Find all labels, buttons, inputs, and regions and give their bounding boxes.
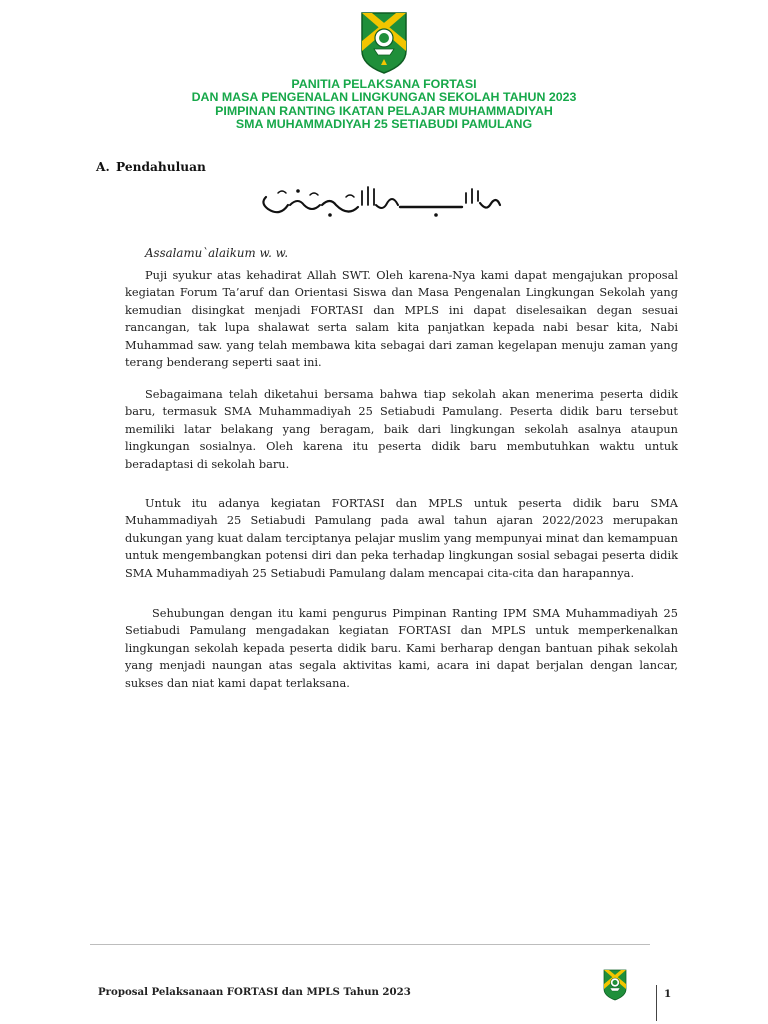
header-line-3: PIMPINAN RANTING IKATAN PELAJAR MUHAMMADIYAH bbox=[215, 103, 553, 118]
section-number: A. bbox=[96, 160, 110, 174]
ipm-emblem-icon bbox=[360, 11, 408, 75]
paragraph-text: Sehubungan dengan itu kami pengurus Pimpinan Ranting IPM SMA Muhammadiyah 25 Setiabudi Pamulang mengadakan kegiatan FORTASI dan MPLS untuk memperkenalkan lingkungan sekolah kepada peserta didik baru. Kami berharap dengan bantuan pihak sekolah yang menjadi naungan atas segala aktivitas kami, acara ini dapat berjalan dengan lancar, sukses dan niat kami dapat terlaksana. bbox=[125, 606, 678, 690]
paragraph-text: Sebagaimana telah diketahui bersama bahwa tiap sekolah akan menerima peserta didik baru, termasuk SMA Muhammadiyah 25 Setiabudi Pamulang. Peserta didik baru tersebut memiliki latar belakang yang beragam, baik dari lingkungan sekolah asalnya ataupun lingkungan sosialnya. Oleh karena itu peserta didik baru membutuhkan waktu untuk beradaptasi di sekolah baru. bbox=[125, 387, 678, 471]
footer-title: Proposal Pelaksanaan FORTASI dan MPLS Tahun 2023 bbox=[98, 986, 411, 998]
section-heading bbox=[96, 160, 206, 174]
footer-divider bbox=[90, 944, 650, 945]
header-line-4: SMA MUHAMMADIYAH 25 SETIABUDI PAMULANG bbox=[235, 117, 533, 132]
footer-logo bbox=[603, 967, 627, 1003]
paragraph-text: Untuk itu adanya kegiatan FORTASI dan MPLS untuk peserta didik baru SMA Muhammadiyah 25 Setiabudi Pamulang pada awal tahun ajaran 2022/2023 merupakan dukungan yang kuat dalam terciptanya pelajar muslim yang mempunyai minat dan kemampuan untuk mengembangkan potensi diri dan peka terhadap lingkungan sosial sebagai peserta didik SMA Muhammadiyah 25 Setiabudi Pamulang dalam mencapai cita-cita dan harapannya. bbox=[125, 496, 678, 580]
paragraph-text: Puji syukur atas kehadirat Allah SWT. Oleh karena-Nya kami dapat mengajukan proposal kegiatan Forum Ta’aruf dan Orientasi Siswa dan Masa Pengenalan Lingkungan Sekolah yang kemudian disingkat menjadi FORTASI dan MPLS ini dapat diselesaikan degan sesuai rancangan, tak lupa shalawat serta salam kita panjatkan kepada nabi besar kita, Nabi Muhammad saw. yang telah membawa kita sebagai dari zaman kegelapan menuju zaman yang terang benderang seperti saat ini. bbox=[125, 268, 678, 370]
section-title: Pendahuluan bbox=[116, 160, 206, 174]
paragraph-1 bbox=[125, 267, 678, 371]
ipm-emblem-icon bbox=[603, 967, 627, 1003]
ipm-logo bbox=[360, 11, 408, 75]
paragraph-4 bbox=[125, 605, 678, 692]
document-header bbox=[0, 78, 768, 132]
header-line-2: DAN MASA PENGENALAN LINGKUNGAN SEKOLAH TAHUN 2023 bbox=[191, 90, 577, 105]
footer-separator bbox=[656, 985, 657, 1021]
greeting: Assalamu`alaikum w. w. bbox=[145, 246, 289, 260]
paragraph-3 bbox=[125, 495, 678, 582]
header-line-1: PANITIA PELAKSANA FORTASI bbox=[291, 77, 477, 91]
page-number: 1 bbox=[664, 988, 672, 1000]
bismillah-calligraphy-icon bbox=[250, 183, 506, 223]
paragraph-2 bbox=[125, 386, 678, 473]
